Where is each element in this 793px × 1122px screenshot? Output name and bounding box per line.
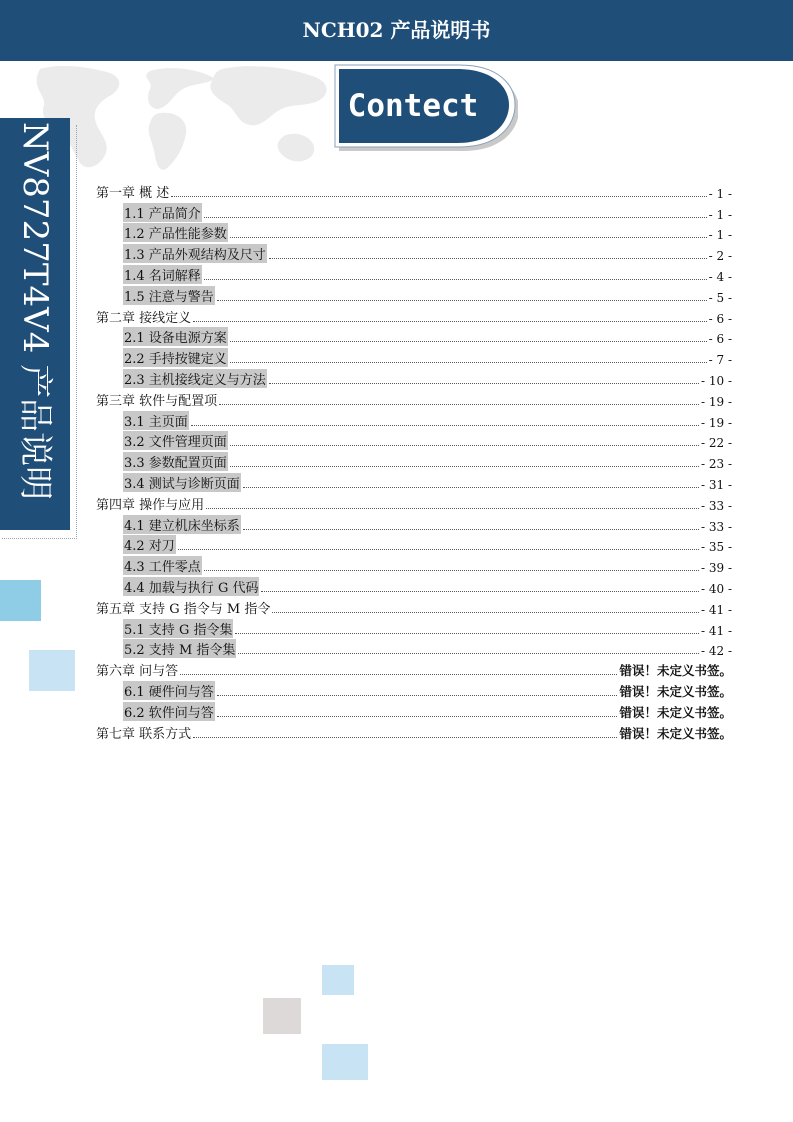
toc-page-number: - 6 - [708, 332, 732, 347]
toc-dot-leader [230, 445, 699, 446]
side-title: NV8727T4V4 产品说明 [15, 122, 55, 501]
deco-square [322, 965, 354, 995]
toc-entry-label: 5.1 支持 G 指令集 [123, 619, 233, 638]
toc-entry[interactable] [96, 450, 732, 471]
toc-entry-label: 第二章 接线定义 [96, 310, 192, 326]
toc-entry-label: 第三章 软件与配置项 [96, 393, 218, 409]
toc-page-number: - 10 - [700, 373, 732, 388]
toc-entry-label: 第七章 联系方式 [96, 726, 192, 742]
toc-dot-leader [238, 653, 699, 654]
toc-entry-label: 1.1 产品简介 [123, 203, 202, 222]
toc-dot-leader [243, 529, 699, 530]
toc-dot-leader [178, 549, 699, 550]
toc-dot-leader [217, 695, 618, 696]
toc-entry[interactable] [96, 679, 732, 700]
toc-entry-label: 1.5 注意与警告 [123, 286, 215, 305]
toc-dot-leader [261, 591, 699, 592]
deco-square [263, 998, 301, 1034]
toc-entry[interactable] [96, 596, 732, 617]
toc-page-number: 错误！未定义书签。 [619, 683, 732, 699]
toc-entry-label: 1.4 名词解释 [123, 265, 202, 284]
toc-page-number: - 6 - [708, 311, 732, 326]
toc-page-number: - 41 - [700, 602, 732, 617]
toc-dot-leader [269, 383, 699, 384]
toc-dot-leader [191, 425, 699, 426]
toc-page-number: - 1 - [708, 228, 732, 243]
toc-entry[interactable] [96, 367, 732, 388]
toc-entry[interactable] [96, 284, 732, 305]
toc-dot-leader [230, 237, 707, 238]
deco-square [322, 1044, 368, 1080]
toc-page-number: 错误！未定义书签。 [619, 663, 732, 679]
toc-page-number: - 5 - [708, 290, 732, 305]
toc-dot-leader [204, 570, 699, 571]
toc-entry-label: 第一章 概 述 [96, 185, 170, 201]
toc-entry-label: 4.4 加载与执行 G 代码 [123, 577, 259, 596]
toc-entry-label: 3.1 主页面 [123, 411, 189, 430]
toc-entry[interactable] [96, 180, 732, 201]
toc-entry[interactable] [96, 222, 732, 243]
toc-entry-label: 第六章 问与答 [96, 664, 179, 680]
toc-dot-leader [272, 612, 699, 613]
toc-dot-leader [204, 279, 707, 280]
toc-dot-leader [243, 487, 699, 488]
toc-page-number: - 23 - [700, 457, 732, 472]
toc-entry-label: 3.2 文件管理页面 [123, 431, 228, 450]
toc-entry[interactable] [96, 534, 732, 555]
toc-entry[interactable] [96, 700, 732, 721]
toc-entry-label: 2.3 主机接线定义与方法 [123, 369, 267, 388]
toc-entry-label: 4.1 建立机床坐标系 [123, 515, 241, 534]
toc-dot-leader [193, 737, 617, 738]
toc-entry[interactable] [96, 326, 732, 347]
toc-entry-label: 2.1 设备电源方案 [123, 327, 228, 346]
toc-entry[interactable] [96, 721, 732, 742]
toc-dot-leader [193, 321, 706, 322]
toc-page-number: - 33 - [700, 519, 732, 534]
toc-page-number: - 1 - [708, 207, 732, 222]
toc-entry[interactable] [96, 554, 732, 575]
toc-page-number: - 31 - [700, 477, 732, 492]
toc-entry-label: 4.2 对刀 [123, 535, 176, 554]
toc-dot-leader [206, 508, 699, 509]
toc-page-number: - 41 - [700, 623, 732, 638]
toc-dot-leader [230, 362, 707, 363]
toc-entry-label: 1.2 产品性能参数 [123, 223, 228, 242]
toc-page-number: - 35 - [700, 540, 732, 555]
toc-dot-leader [230, 341, 707, 342]
toc-dot-leader [235, 633, 699, 634]
toc-dot-leader [269, 258, 707, 259]
deco-square [0, 580, 41, 621]
toc-entry[interactable] [96, 409, 732, 430]
toc-entry-label: 3.4 测试与诊断页面 [123, 473, 241, 492]
toc-entry[interactable] [96, 492, 732, 513]
toc-dot-leader [171, 196, 706, 197]
toc-dot-leader [217, 300, 707, 301]
toc-entry[interactable] [96, 513, 732, 534]
toc-entry-label: 2.2 手持按键定义 [123, 348, 228, 367]
document-title: NCH02 产品说明书 [302, 18, 491, 42]
toc-page-number: - 4 - [708, 269, 732, 284]
toc-entry[interactable] [96, 638, 732, 659]
toc-dot-leader [219, 404, 699, 405]
toc-entry[interactable] [96, 430, 732, 451]
table-of-contents [96, 180, 732, 742]
toc-page-number: 错误！未定义书签。 [619, 704, 732, 720]
toc-page-number: 错误！未定义书签。 [619, 725, 732, 741]
toc-entry-label: 1.3 产品外观结构及尺寸 [123, 244, 267, 263]
toc-entry[interactable] [96, 617, 732, 638]
toc-entry[interactable] [96, 346, 732, 367]
toc-dot-leader [204, 217, 707, 218]
toc-page-number: - 19 - [700, 394, 732, 409]
toc-entry[interactable] [96, 263, 732, 284]
toc-entry[interactable] [96, 242, 732, 263]
toc-entry[interactable] [96, 388, 732, 409]
toc-page-number: - 39 - [700, 561, 732, 576]
deco-square [29, 650, 75, 691]
toc-entry-label: 3.3 参数配置页面 [123, 452, 228, 471]
toc-entry-label: 5.2 支持 M 指令集 [123, 639, 236, 658]
toc-entry[interactable] [96, 305, 732, 326]
toc-entry-label: 6.2 软件问与答 [123, 702, 215, 721]
toc-entry-label: 第五章 支持 G 指令与 M 指令 [96, 601, 271, 617]
toc-dot-leader [217, 716, 618, 717]
toc-page-number: - 33 - [700, 498, 732, 513]
toc-dot-leader [180, 674, 617, 675]
toc-page-number: - 1 - [708, 186, 732, 201]
toc-entry-label: 6.1 硬件问与答 [123, 681, 215, 700]
toc-entry-label: 第四章 操作与应用 [96, 497, 205, 513]
toc-dot-leader [230, 466, 699, 467]
toc-page-number: - 7 - [708, 353, 732, 368]
toc-entry[interactable] [96, 471, 732, 492]
toc-page-number: - 42 - [700, 644, 732, 659]
toc-page-number: - 40 - [700, 581, 732, 596]
toc-entry-label: 4.3 工件零点 [123, 556, 202, 575]
toc-entry[interactable] [96, 575, 732, 596]
toc-entry[interactable] [96, 658, 732, 679]
contents-label: Contect [347, 88, 479, 124]
toc-page-number: - 2 - [708, 249, 732, 264]
toc-entry[interactable] [96, 201, 732, 222]
toc-page-number: - 19 - [700, 415, 732, 430]
toc-page-number: - 22 - [700, 436, 732, 451]
